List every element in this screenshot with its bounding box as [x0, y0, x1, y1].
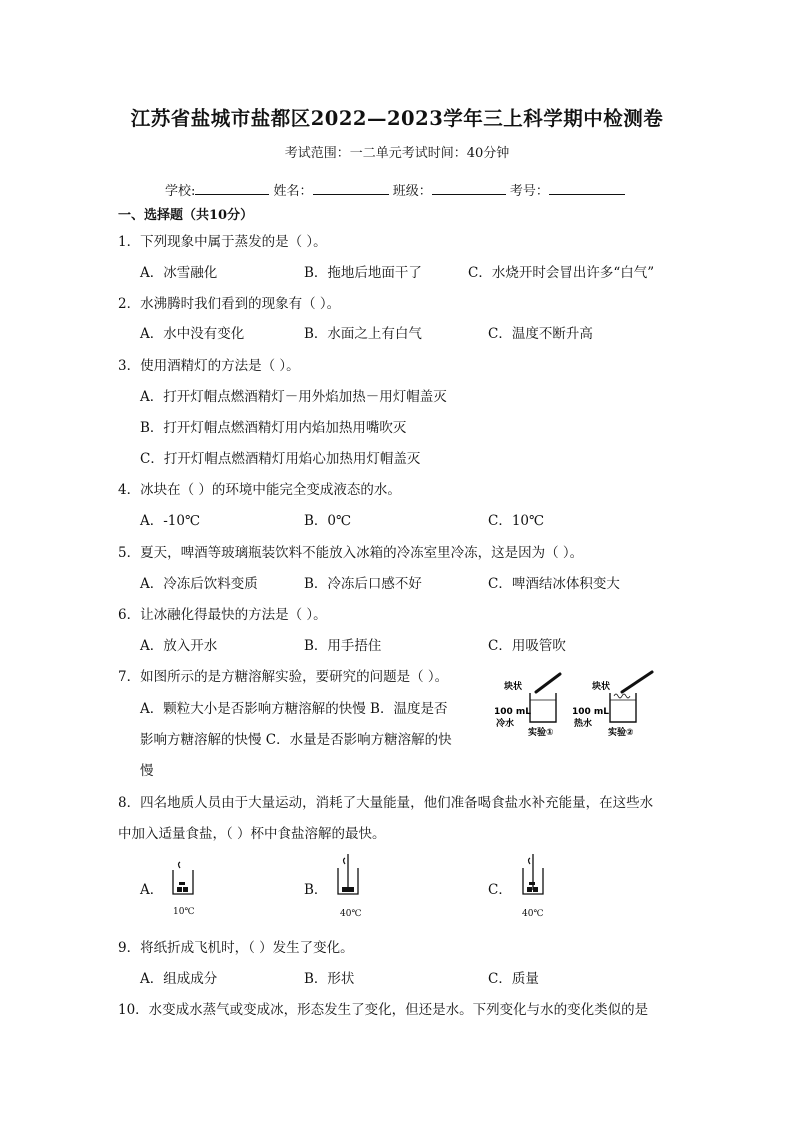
school-blank[interactable] — [195, 180, 269, 195]
question-5-stem: 5．夏天，啤酒等玻璃瓶装饮料不能放入冰箱的冷冻室里冷冻，这是因为（ ）。 — [118, 545, 584, 561]
student-info-row — [165, 180, 625, 199]
sugar-dissolving-figure — [492, 662, 660, 740]
exam-subtitle: 考试范围：一二单元考试时间：40分钟 — [284, 146, 510, 161]
q7-line-2: 影响方糖溶解的快慢 C．水量是否影响方糖溶解的快 — [140, 732, 452, 748]
fig1-lump-label: 块状 — [504, 682, 523, 692]
q2-option-c: C．温度不断升高 — [488, 326, 593, 342]
exam-number-blank[interactable] — [549, 180, 625, 195]
q9-option-a: A．组成成分 — [140, 971, 218, 987]
question-6-stem: 6．让冰融化得最快的方法是（ ）。 — [118, 607, 327, 623]
q6-option-b: B．用手捂住 — [304, 638, 382, 654]
q6-option-c: C．用吸管吹 — [488, 638, 566, 654]
q8-temp-b: 40℃ — [340, 909, 362, 919]
question-2-stem: 2．水沸腾时我们看到的现象有（ ）。 — [118, 296, 341, 312]
q3-option-a: A．打开灯帽点燃酒精灯－用外焰加热－用灯帽盖灭 — [140, 389, 447, 405]
q2-option-b: B．水面之上有白气 — [304, 326, 422, 342]
q7-line-1: A．颗粒大小是否影响方糖溶解的快慢 B．温度是否 — [140, 701, 448, 717]
class-blank[interactable] — [432, 180, 506, 195]
q4-option-a: A．-10℃ — [140, 513, 201, 529]
q5-option-b: B．冷冻后口感不好 — [304, 576, 422, 592]
q3-option-b: B．打开灯帽点燃酒精灯用内焰加热用嘴吹灭 — [140, 420, 407, 436]
q8-temp-a: 10℃ — [173, 907, 195, 917]
exam-number-label: 考号： — [509, 184, 549, 199]
fig1-water-label: 冷水 — [496, 719, 515, 729]
q1-option-c: C．水烧开时会冒出许多“白气” — [468, 265, 655, 281]
q8-beaker-c — [518, 852, 548, 898]
q7-line-3: 慢 — [140, 763, 154, 779]
question-9-stem: 9．将纸折成飞机时，（ ）发生了变化。 — [118, 940, 354, 956]
question-8-stem-line-2: 中加入适量食盐，（ ）杯中食盐溶解的最快。 — [118, 826, 386, 842]
q5-option-a: A．冷冻后饮料变质 — [140, 576, 258, 592]
q8-option-c: C． — [488, 882, 512, 898]
fig2-volume-label: 100 mL — [572, 707, 610, 717]
name-blank[interactable] — [313, 180, 389, 195]
class-label: 班级： — [392, 184, 432, 199]
fig1-volume-label: 100 mL — [494, 707, 532, 717]
q8-beaker-a — [168, 858, 198, 898]
fig1-spoon — [536, 674, 560, 692]
q2-option-a: A．水中没有变化 — [140, 326, 245, 342]
exam-title: 江苏省盐城市盐都区2022—2023学年三上科学期中检测卷 — [130, 107, 664, 130]
q9-option-b: B．形状 — [304, 971, 355, 987]
fig2-steam-icon — [614, 694, 630, 698]
q4-option-c: C．10℃ — [488, 513, 545, 529]
q4-option-b: B．0℃ — [304, 513, 352, 529]
fig2-lump-label: 块状 — [592, 682, 611, 692]
section-heading: 一、选择题（共10分） — [118, 208, 254, 223]
fig2-spoon — [622, 672, 652, 692]
name-label: 姓名： — [273, 184, 313, 199]
question-10-stem: 10．水变成水蒸气或变成冰，形态发生了变化，但还是水。下列变化与水的变化类似的是 — [118, 1002, 649, 1018]
question-3-stem: 3．使用酒精灯的方法是（ ）。 — [118, 358, 300, 374]
question-7-stem: 7．如图所示的是方糖溶解实验，要研究的问题是（ ）。 — [118, 669, 449, 685]
q1-option-b: B．拖地后地面干了 — [304, 265, 422, 281]
fig1-beaker — [530, 693, 556, 722]
q8-temp-c: 40℃ — [522, 909, 544, 919]
q6-option-a: A．放入开水 — [140, 638, 218, 654]
q8-beaker-b — [333, 852, 363, 898]
fig2-caption: 实验② — [608, 728, 634, 738]
q5-option-c: C．啤酒结冰体积变大 — [488, 576, 620, 592]
question-4-stem: 4．冰块在（ ）的环境中能完全变成液态的水。 — [118, 482, 401, 498]
fig1-caption: 实验① — [528, 728, 554, 738]
question-1-stem: 1．下列现象中属于蒸发的是（ ）。 — [118, 234, 327, 250]
question-8-stem-line-1: 8．四名地质人员由于大量运动，消耗了大量能量，他们准备喝食盐水补充能量，在这些水 — [118, 795, 654, 811]
q8-option-a: A． — [140, 882, 164, 898]
q1-option-a: A．冰雪融化 — [140, 265, 218, 281]
q3-option-c: C．打开灯帽点燃酒精灯用焰心加热用灯帽盖灭 — [140, 451, 421, 467]
q9-option-c: C．质量 — [488, 971, 539, 987]
fig2-beaker — [610, 693, 636, 722]
q8-option-b: B． — [304, 882, 328, 898]
school-label: 学校: — [165, 184, 196, 199]
fig2-water-label: 热水 — [574, 719, 593, 729]
